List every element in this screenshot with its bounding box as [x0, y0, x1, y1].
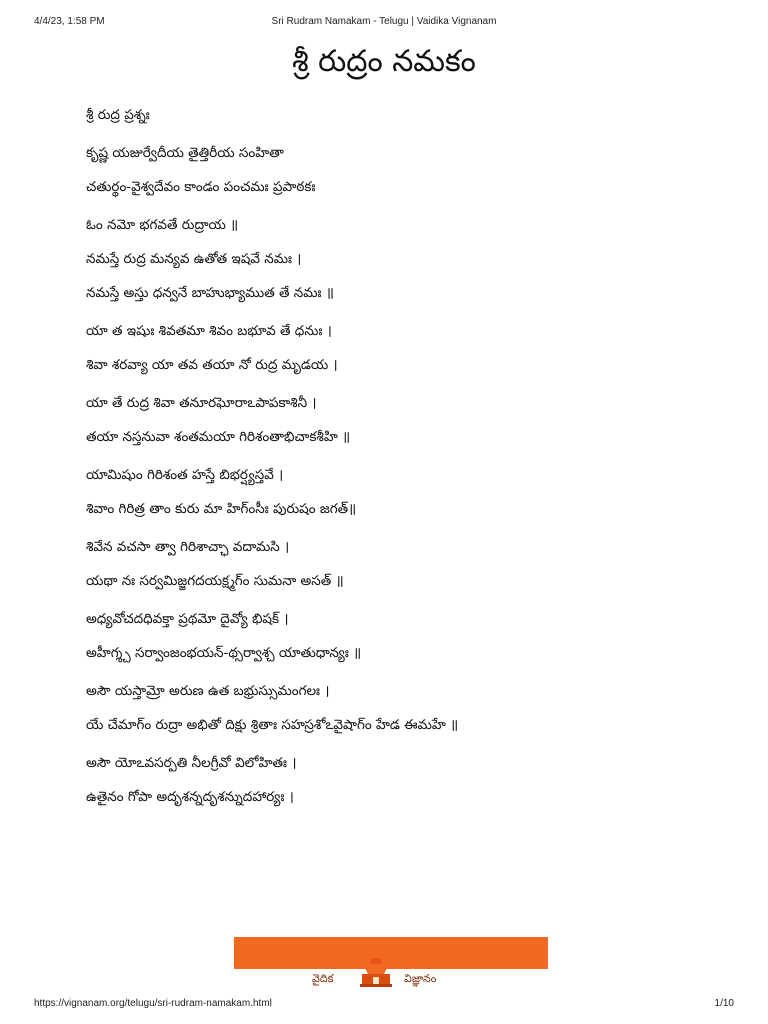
verse-group	[86, 322, 708, 374]
print-header	[34, 16, 734, 30]
logo-text-vignanam: విజ్ఞానం	[404, 972, 437, 985]
page-number: 1/10	[714, 998, 734, 1009]
verse-group	[86, 610, 708, 662]
print-page-title: Sri Rudram Namakam - Telugu | Vaidika Vignanam	[271, 16, 497, 27]
verse-group	[86, 682, 708, 734]
verse-line: శివేన వచసా త్వా గిరిశాచ్ఛా వదామసి ।	[86, 539, 290, 555]
verse-line: తయా నస్తనువా శంతమయా గిరిశంతాభిచాకశీహి ॥	[86, 429, 351, 445]
verse-line: శివాం గిరిత్ర తాం కురు మా హిగ్ంసీః పురుషం జగత్॥	[86, 501, 357, 517]
logo-text-vaidika: వైదిక	[312, 972, 334, 985]
verse-group	[86, 106, 708, 124]
verse-line: యా త ఇషుః శివతమా శివం బభూవ తే ధనుః ।	[86, 323, 332, 339]
verse-line: అసౌ యస్తామ్రో అరుణ ఉత బభ్రుస్సుమంగలః ।	[86, 683, 330, 699]
verse-line: కృష్ణ యజుర్వేదీయ తైత్తిరీయ సంహితా	[86, 145, 284, 161]
verse-list	[86, 106, 708, 826]
print-datetime: 4/4/23, 1:58 PM	[34, 16, 105, 27]
verse-line: నమస్తే అస్తు ధన్వనే బాహుభ్యాముత తే నమః ॥	[86, 285, 334, 301]
verse-line: యామిషుం గిరిశంత హస్తే బిభర్ష్యస్తవే ।	[86, 467, 284, 483]
verse-line: ఓం నమో భగవతే రుద్రాయ ॥	[86, 217, 239, 233]
verse-line: అధ్యవోచదధివక్తా ప్రథమో దైవ్యో భిషక్ ।	[86, 611, 289, 627]
verse-line: యే చేమాగ్ం రుద్రా అభితో దిక్షు శ్రితాః సహస్రశోఽవైషాగ్ం హేడ ఈమహే ॥	[86, 717, 459, 733]
document-title: శ్రీ రుద్రం నమకం	[292, 44, 476, 79]
temple-emblem-icon	[356, 946, 396, 988]
verse-line: శ్రీ రుద్ర ప్రశ్నః	[86, 107, 150, 123]
verse-line: అహీగ్శ్చ సర్వాంజంభయన్-థ్సర్వాశ్చ యాతుధాన్యః ॥	[86, 645, 362, 661]
verse-line: నమస్తే రుద్ర మన్యవ ఉతోత ఇషవే నమః ।	[86, 251, 302, 267]
verse-group	[86, 466, 708, 518]
verse-group	[86, 394, 708, 446]
verse-line: అసౌ యోఽవసర్పతి నీలగ్రీవో విలోహితః ।	[86, 755, 297, 771]
verse-line: యా తే రుద్ర శివా తనూరఘోరాఽపాపకాశినీ ।	[86, 395, 317, 411]
print-footer	[34, 998, 734, 1012]
verse-line: యథా నః సర్వమిజ్జగదయక్ష్మగ్ం సుమనా అసత్ ॥	[86, 573, 344, 589]
verse-line: ఉతైనం గోపా అదృశన్నదృశన్నుదహార్యః ।	[86, 789, 294, 805]
verse-line: చతుర్థం-వైశ్వదేవం కాండం పంచమః ప్రపాఠకః	[86, 179, 316, 195]
verse-group	[86, 216, 708, 302]
verse-group	[86, 538, 708, 590]
site-logo[interactable]	[234, 970, 548, 990]
verse-line: శివా శరవ్యా యా తవ తయా నో రుద్ర మృడయ ।	[86, 357, 338, 373]
verse-group	[86, 754, 708, 806]
page-url[interactable]: https://vignanam.org/telugu/sri-rudram-namakam.html	[34, 998, 272, 1009]
verse-group	[86, 144, 708, 196]
